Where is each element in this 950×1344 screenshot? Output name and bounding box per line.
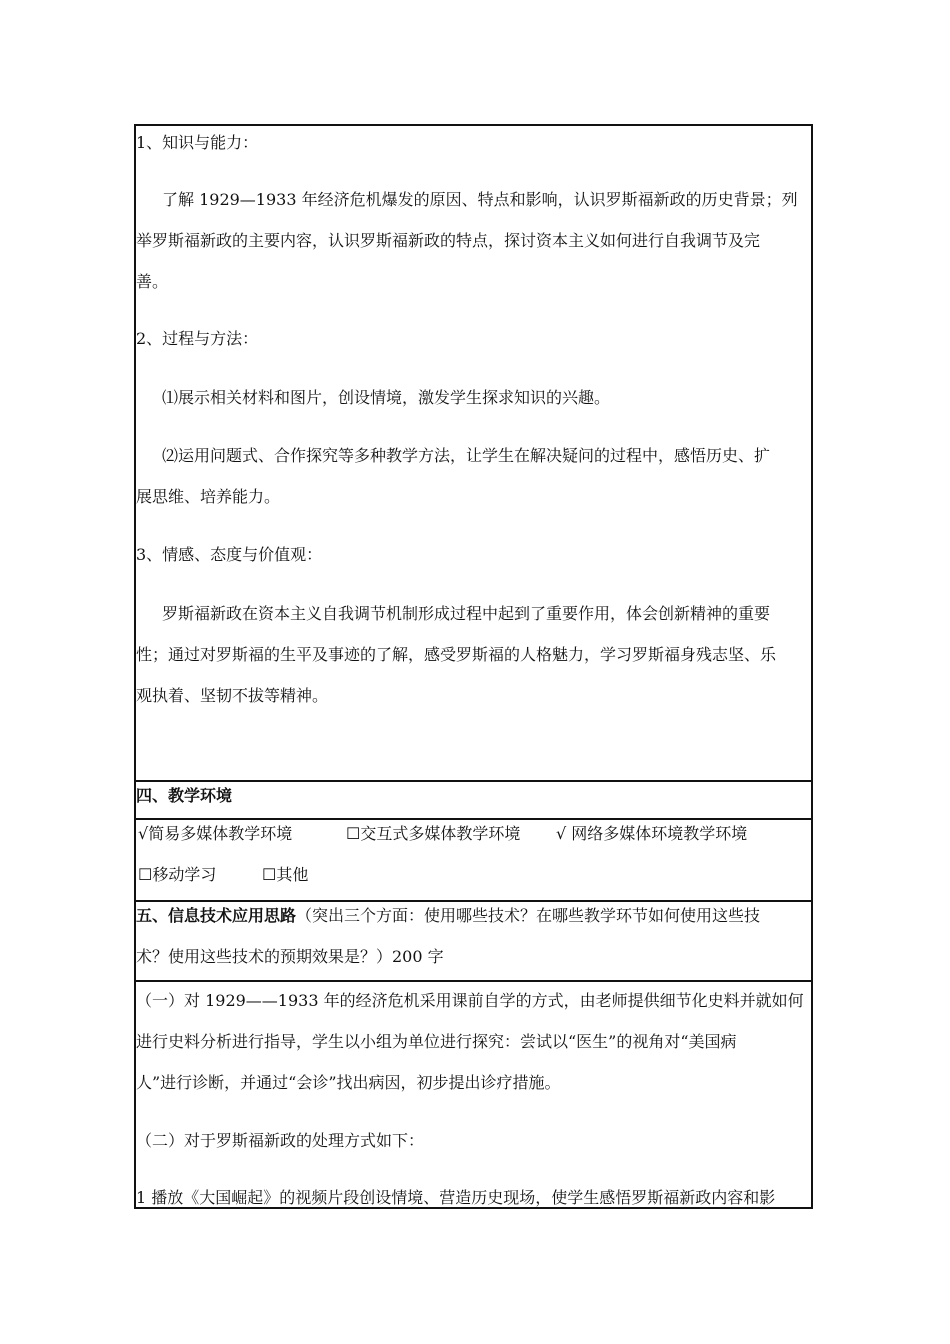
process-item-2-line-2: 展思维、培养能力。 (136, 487, 281, 506)
env-option-interactive-multimedia: ☐交互式多媒体教学环境 (346, 824, 521, 843)
env-heading-cell (136, 782, 811, 818)
it-heading-title: 五、信息技术应用思路 (136, 906, 297, 925)
it-para1-line-1: （一）对 1929——1933 年的经济危机采用课前自学的方式，由老师提供细节化史料并就如何 (136, 991, 804, 1010)
emotion-line-1: 罗斯福新政在资本主义自我调节机制形成过程中起到了重要作用，体会创新精神的重要 (162, 604, 771, 623)
process-item-1: ⑴展示相关材料和图片，创设情境，激发学生探求知识的兴趣。 (162, 388, 611, 407)
it-para2: （二）对于罗斯福新政的处理方式如下： (136, 1131, 425, 1150)
env-option-simple-multimedia: √简易多媒体教学环境 (138, 824, 293, 843)
emotion-line-2: 性；通过对罗斯福的生平及事迹的了解，感受罗斯福的人格魅力，学习罗斯福身残志坚、乐 (136, 645, 777, 664)
it-heading-line-2: 术？使用这些技术的预期效果是？）200 字 (136, 947, 444, 966)
env-option-network-multimedia: √ 网络多媒体环境教学环境 (556, 824, 748, 843)
knowledge-line-3: 善。 (136, 272, 169, 291)
knowledge-line-1: 了解 1929—1933 年经济危机爆发的原因、特点和影响，认识罗斯福新政的历史背景；列 (162, 190, 798, 209)
env-options-cell (136, 820, 811, 900)
it-content-cell (136, 982, 811, 1209)
emotion-heading: 3、情感、态度与价值观： (136, 545, 323, 564)
knowledge-line-2: 举罗斯福新政的主要内容，认识罗斯福新政的特点，探讨资本主义如何进行自我调节及完 (136, 231, 761, 250)
env-option-mobile-learning: ☐移动学习 (138, 865, 217, 884)
it-heading-cell (136, 902, 811, 980)
process-item-2-line-1: ⑵运用问题式、合作探究等多种教学方法，让学生在解决疑问的过程中，感悟历史、扩 (162, 446, 771, 465)
env-option-other: ☐其他 (262, 865, 309, 884)
lesson-plan-table (134, 124, 813, 1209)
env-heading: 四、教学环境 (136, 786, 233, 805)
it-heading-line-1 (136, 906, 760, 926)
it-para3: 1 播放《大国崛起》的视频片段创设情境、营造历史现场，使学生感悟罗斯福新政内容和影 (136, 1188, 776, 1207)
process-heading: 2、过程与方法： (136, 329, 259, 348)
it-heading-note: （突出三个方面：使用哪些技术？在哪些教学环节如何使用这些技 (296, 906, 761, 925)
it-para1-line-2: 进行史料分析进行指导，学生以小组为单位进行探究：尝试以“医生”的视角对“美国病 (136, 1032, 737, 1051)
it-para1-line-3: 人”进行诊断，并通过“会诊”找出病因，初步提出诊疗措施。 (136, 1073, 561, 1092)
knowledge-heading: 1、知识与能力： (136, 133, 259, 152)
objectives-cell (136, 126, 811, 780)
emotion-line-3: 观执着、坚韧不拔等精神。 (136, 686, 329, 705)
